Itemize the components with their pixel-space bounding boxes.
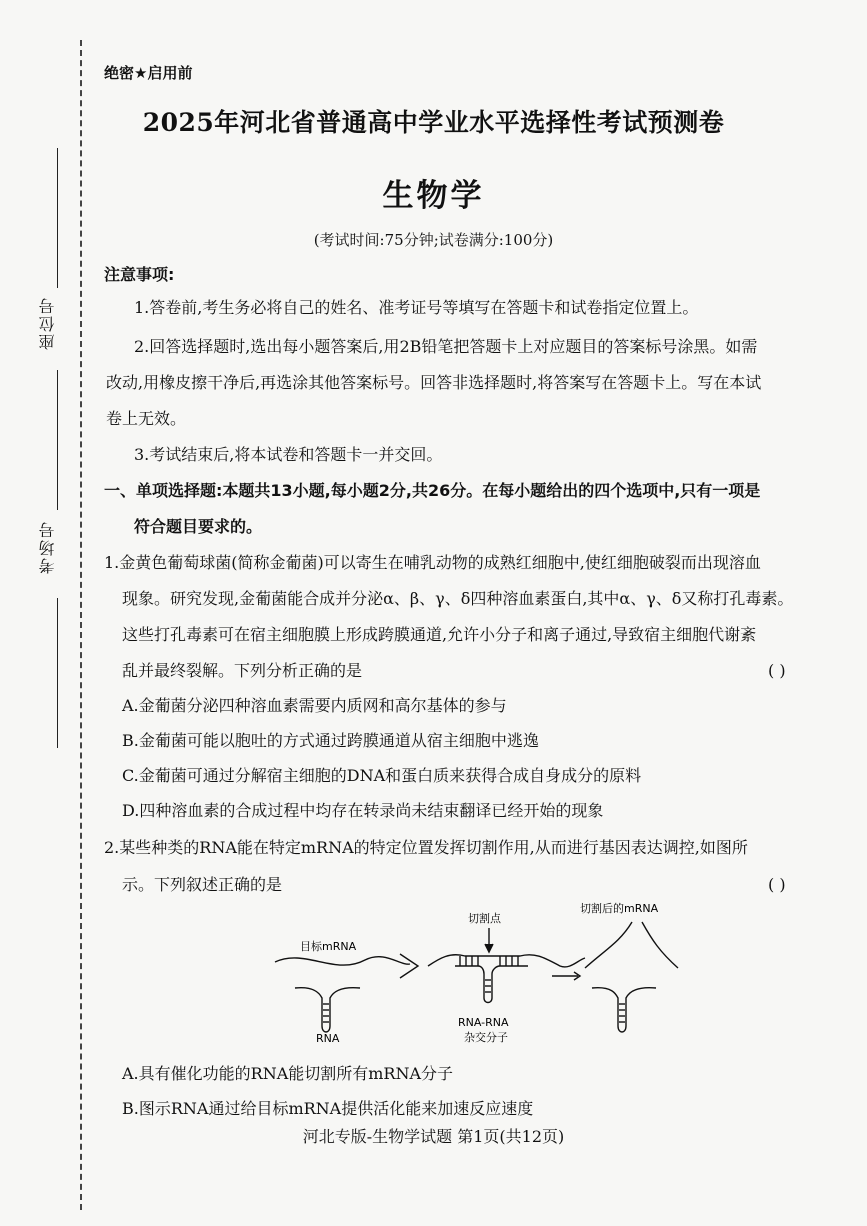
notice-item-2-line3: 卷上无效。	[106, 409, 187, 428]
cut-mrna-right-fragment	[642, 922, 678, 968]
label-cut-point: 切割点	[468, 912, 501, 925]
section-heading-line2: 符合题目要求的。	[134, 517, 263, 536]
room-number-blank	[57, 370, 58, 510]
question-1-option-b: B.金葡菌可能以胞吐的方式通过跨膜通道从宿主细胞中逃逸	[122, 731, 539, 750]
question-2-line1: 2.某些种类的RNA能在特定mRNA的特定位置发挥切割作用,从而进行基因表达调控,如图所	[104, 838, 748, 857]
combine-arrow	[400, 954, 418, 978]
room-number-blank-lower	[57, 598, 58, 748]
question-1-answer-paren: ( )	[768, 661, 786, 680]
label-rna: RNA	[316, 1032, 340, 1045]
binding-dashed-line	[80, 40, 82, 1210]
exam-info: (考试时间:75分钟;试卷满分:100分)	[313, 231, 554, 249]
question-1-line3: 这些打孔毒素可在宿主细胞膜上形成跨膜通道,允许小分子和离子通过,导致宿主细胞代谢紊	[122, 625, 757, 644]
question-1-option-c: C.金葡菌可通过分解宿主细胞的DNA和蛋白质来获得合成自身成分的原料	[122, 766, 642, 785]
page-title: 2025年河北省普通高中学业水平选择性考试预测卷	[142, 108, 725, 137]
section-heading-line1: 一、单项选择题:本题共13小题,每小题2分,共26分。在每小题给出的四个选项中,只有一项是	[104, 481, 761, 500]
question-1-line4: 乱并最终裂解。下列分析正确的是	[122, 661, 363, 680]
notice-item-1: 1.答卷前,考生务必将自己的姓名、准考证号等填写在答题卡和试卷指定位置上。	[134, 298, 699, 317]
label-target-mrna: 目标mRNA	[300, 940, 357, 953]
notice-item-3: 3.考试结束后,将本试卷和答题卡一并交回。	[134, 445, 443, 464]
question-1-option-a: A.金葡菌分泌四种溶血素需要内质网和高尔基体的参与	[122, 696, 507, 715]
label-cut-mrna: 切割后的mRNA	[580, 902, 659, 915]
hybrid-rna-strand	[455, 966, 528, 1003]
seat-number-blank	[57, 148, 58, 288]
cut-mrna-left-fragment	[585, 922, 632, 968]
notice-item-2-line1: 2.回答选择题时,选出每小题答案后,用2B铅笔把答题卡上对应题目的答案标号涂黑。如需	[134, 337, 758, 356]
page-footer: 河北专版-生物学试题 第1页(共12页)	[302, 1127, 565, 1146]
label-hybrid-line1: RNA-RNA	[458, 1016, 509, 1029]
question-2-answer-paren: ( )	[768, 875, 786, 894]
question-1-line2: 现象。研究发现,金葡菌能合成并分泌α、β、γ、δ四种溶血素蛋白,其中α、γ、δ又称打孔毒素。	[122, 589, 794, 608]
question-2-option-b: B.图示RNA通过给目标mRNA提供活化能来加速反应速度	[122, 1099, 534, 1118]
notice-item-2-line2: 改动,用橡皮擦干净后,再选涂其他答案标号。回答非选择题时,将答案写在答题卡上。写在本试	[106, 373, 762, 392]
question-2-option-a: A.具有催化功能的RNA能切割所有mRNA分子	[122, 1064, 454, 1083]
subject-title: 生物学	[382, 178, 485, 214]
seat-number-label: 座位号	[38, 296, 57, 350]
target-mrna-strand	[275, 957, 410, 965]
secret-label: 绝密★启用前	[104, 64, 193, 82]
label-hybrid-line2: 杂交分子	[464, 1031, 508, 1044]
question-2-line2: 示。下列叙述正确的是	[122, 875, 283, 894]
room-number-label: 考场号	[38, 520, 57, 574]
rna-cleavage-figure	[260, 900, 690, 1050]
question-1-option-d: D.四种溶血素的合成过程中均存在转录尚未结束翻译已经开始的现象	[122, 801, 604, 820]
notice-heading: 注意事项:	[104, 265, 175, 284]
question-1-line1: 1.金黄色葡萄球菌(简称金葡菌)可以寄生在哺乳动物的成熟红细胞中,使红细胞破裂而出现溶血	[104, 553, 761, 572]
